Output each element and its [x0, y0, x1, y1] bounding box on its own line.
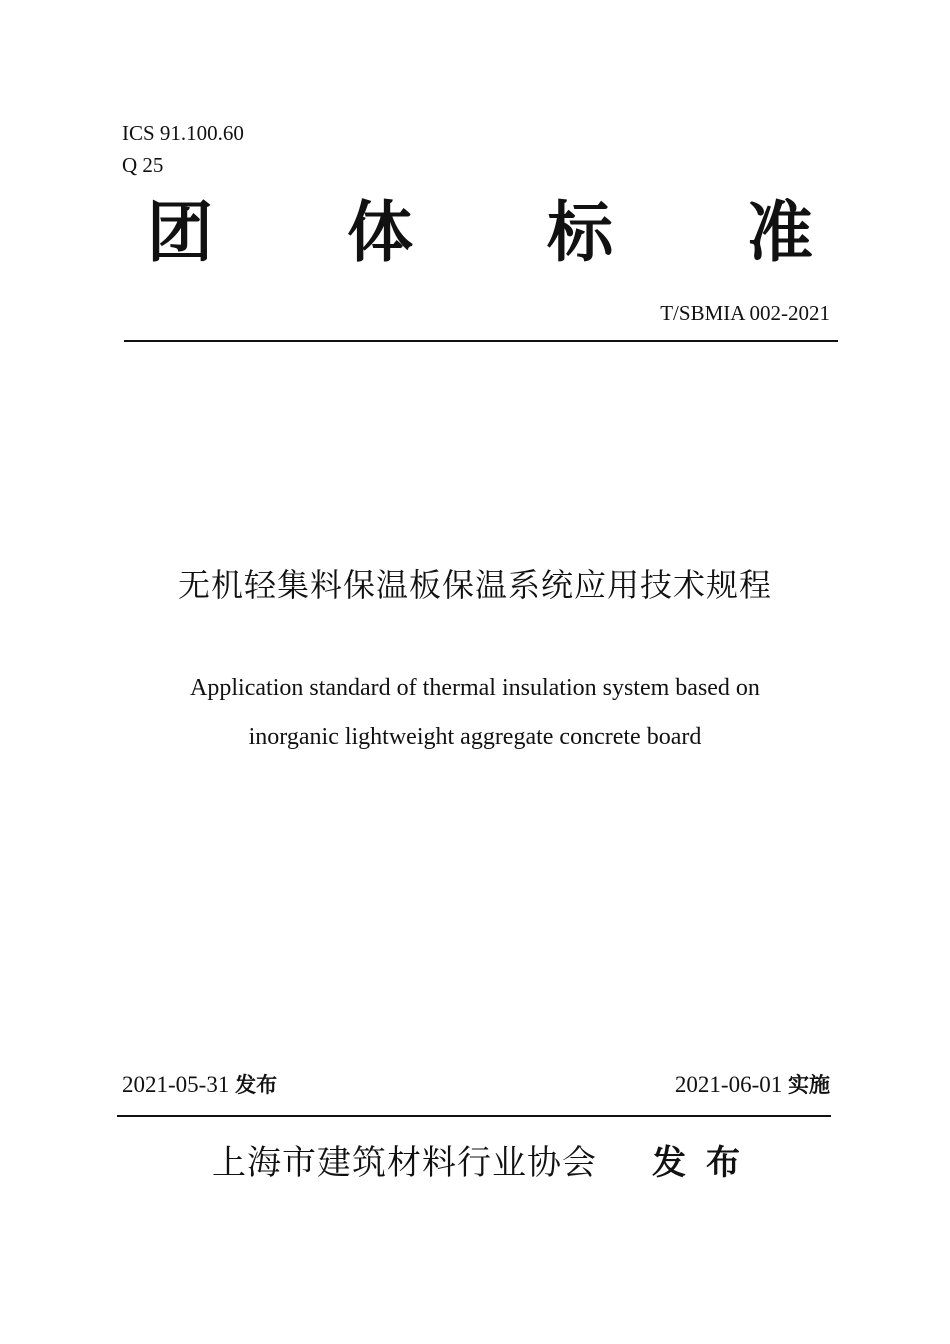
- ccs-code: Q 25: [122, 153, 164, 177]
- english-title-line-2: inorganic lightweight aggregate concrete board: [248, 724, 702, 750]
- banner-char: 团: [147, 194, 213, 271]
- publish-word: 发布: [652, 1143, 760, 1183]
- implement-label: 实施: [788, 1073, 830, 1097]
- footer-divider: [117, 1115, 831, 1117]
- banner-char: 体: [347, 194, 413, 271]
- publish-label: 发布: [235, 1073, 278, 1097]
- standard-type-banner: [125, 193, 835, 273]
- implement-date-line: [675, 1070, 830, 1100]
- standard-number: T/SBMIA 002-2021: [660, 301, 830, 325]
- ics-code: ICS 91.100.60: [122, 121, 244, 145]
- english-title-line-1: Application standard of thermal insulation system based on: [190, 675, 760, 701]
- header-divider: [124, 340, 838, 342]
- publish-date: 2021-05-31: [122, 1072, 230, 1097]
- implement-date: 2021-06-01: [674, 1072, 783, 1097]
- banner-char: 标: [547, 194, 613, 271]
- chinese-title: 无机轻集料保温板保温系统应用技术规程: [177, 566, 772, 604]
- banner-char: 准: [747, 194, 813, 271]
- publish-date-line: [122, 1070, 277, 1100]
- publisher-name: 上海市建筑材料行业协会: [212, 1143, 597, 1183]
